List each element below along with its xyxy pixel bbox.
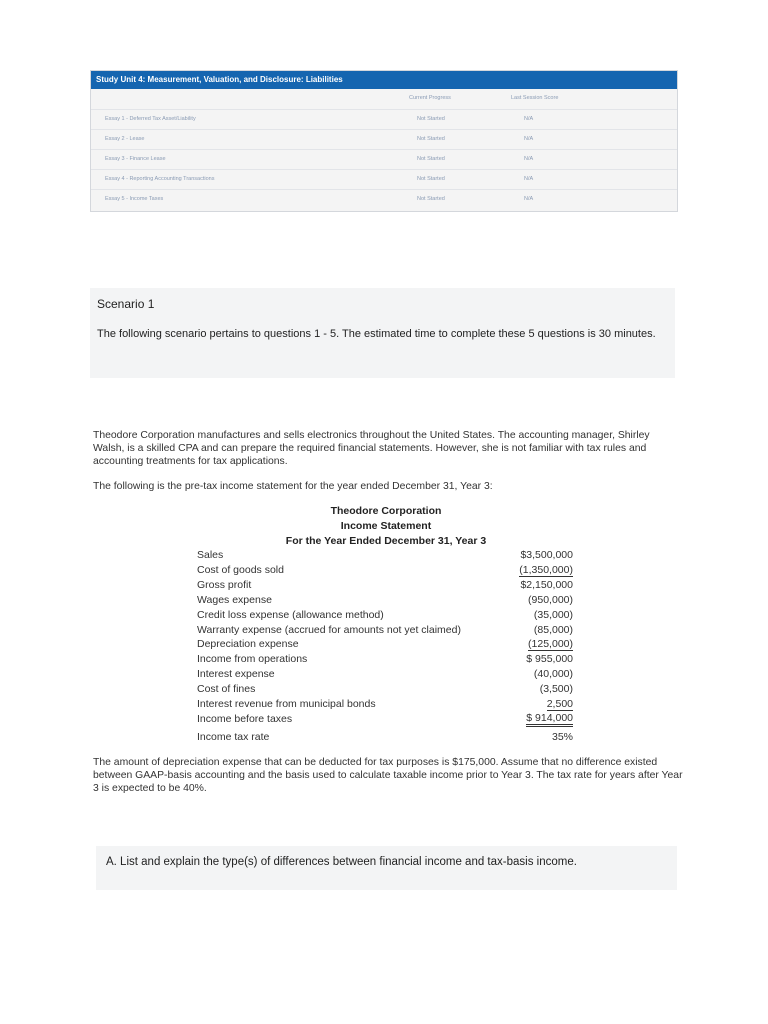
score-value: N/A xyxy=(524,196,534,202)
line-amount: 2,500 xyxy=(546,698,573,710)
line-amount: $ 914,000 xyxy=(526,712,573,727)
score-value: N/A xyxy=(524,176,534,182)
line-amount: $3,500,000 xyxy=(520,549,573,561)
study-unit-table xyxy=(90,70,678,212)
progress-status: Not Started xyxy=(417,136,445,142)
line-amount: (40,000) xyxy=(533,668,573,680)
line-amount: 35% xyxy=(551,731,573,743)
col-last-session-score: Last Session Score xyxy=(511,95,559,101)
statement-period: For the Year Ended December 31, Year 3 xyxy=(285,535,487,547)
table-row[interactable] xyxy=(91,149,677,170)
essay-link[interactable]: Essay 3 - Finance Lease xyxy=(105,156,166,162)
line-label: Cost of fines xyxy=(197,683,256,695)
line-label: Wages expense xyxy=(197,594,272,606)
essay-link[interactable]: Essay 5 - Income Taxes xyxy=(105,196,164,202)
scenario-text: The following scenario pertains to questions 1 - 5. The estimated time to complete these 5 questions is 30 minutes. xyxy=(97,328,656,340)
line-label: Sales xyxy=(197,549,224,561)
line-label: Depreciation expense xyxy=(197,638,299,650)
statement-name: Income Statement xyxy=(340,520,432,532)
progress-status: Not Started xyxy=(417,196,445,202)
line-label: Cost of goods sold xyxy=(197,564,284,576)
line-label: Credit loss expense (allowance method) xyxy=(197,609,384,621)
study-unit-title: Study Unit 4: Measurement, Valuation, and Disclosure: Liabilities xyxy=(91,71,677,89)
line-amount: (1,350,000) xyxy=(519,564,573,576)
question-text: A. List and explain the type(s) of differences between financial income and tax-basis income. xyxy=(106,856,577,868)
table-row[interactable] xyxy=(91,169,677,190)
progress-status: Not Started xyxy=(417,116,445,122)
essay-link[interactable]: Essay 1 - Deferred Tax Asset/Liability xyxy=(105,116,196,122)
progress-status: Not Started xyxy=(417,156,445,162)
table-row[interactable] xyxy=(91,109,677,130)
scenario-box xyxy=(90,288,675,378)
line-amount: (35,000) xyxy=(533,609,573,621)
line-label: Income before taxes xyxy=(197,713,293,725)
line-label: Interest revenue from municipal bonds xyxy=(197,698,376,710)
table-row[interactable] xyxy=(91,189,677,210)
lead-paragraph: The following is the pre-tax income statement for the year ended December 31, Year 3: xyxy=(93,481,493,492)
line-amount: (3,500) xyxy=(539,683,573,695)
intro-paragraph: Theodore Corporation manufactures and sells electronics throughout the United States. The accounting manager, Shirley Walsh, is a skilled CPA and can prepare the required financial statements. However, she is not familiar with tax rules and accounting treatments for tax applications. xyxy=(93,430,650,467)
essay-link[interactable]: Essay 2 - Lease xyxy=(105,136,145,142)
line-amount: $2,150,000 xyxy=(520,579,573,591)
line-label: Warranty expense (accrued for amounts not yet claimed) xyxy=(197,624,461,636)
progress-status: Not Started xyxy=(417,176,445,182)
scenario-title: Scenario 1 xyxy=(97,297,155,311)
line-label: Income tax rate xyxy=(197,731,270,743)
col-current-progress: Current Progress xyxy=(409,95,451,101)
line-amount: (85,000) xyxy=(533,624,573,636)
question-box xyxy=(96,846,677,890)
line-label: Interest expense xyxy=(197,668,275,680)
statement-company: Theodore Corporation xyxy=(330,505,442,517)
line-amount: $ 955,000 xyxy=(526,653,573,665)
table-row[interactable] xyxy=(91,129,677,150)
line-label: Income from operations xyxy=(197,653,308,665)
line-label: Gross profit xyxy=(197,579,252,591)
score-value: N/A xyxy=(524,156,534,162)
score-value: N/A xyxy=(524,116,534,122)
line-amount: (950,000) xyxy=(528,594,573,606)
line-amount: (125,000) xyxy=(528,638,573,650)
score-value: N/A xyxy=(524,136,534,142)
note-paragraph: The amount of depreciation expense that can be deducted for tax purposes is $175,000. Assume that no difference existed between GAAP-basis accounting and the basis used to calculate taxable income prior to Year 3. The tax rate for years after Year 3 is expected to be 40%. xyxy=(93,757,683,794)
essay-link[interactable]: Essay 4 - Reporting Accounting Transactions xyxy=(105,176,215,182)
